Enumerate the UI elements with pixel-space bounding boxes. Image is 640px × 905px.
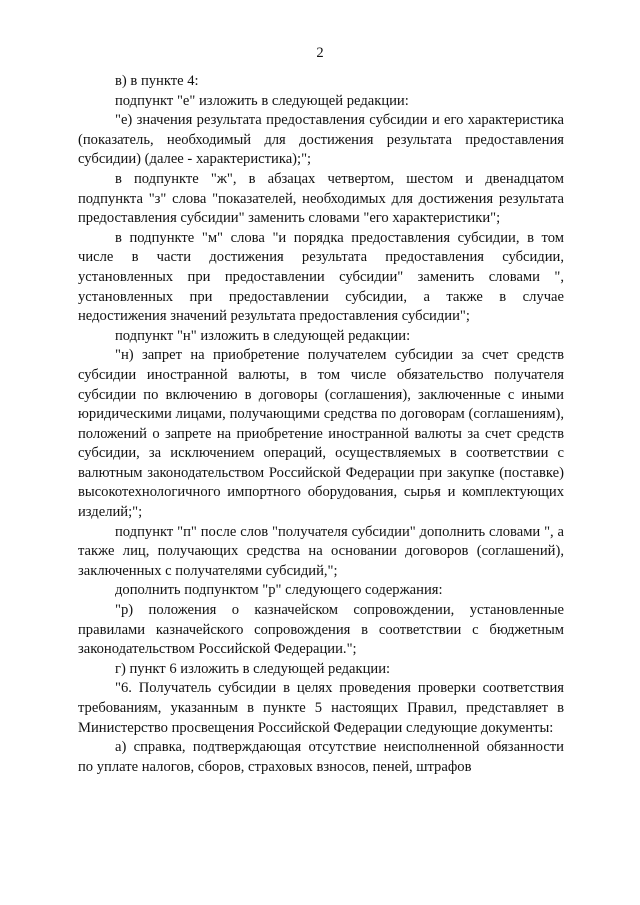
paragraph: "н) запрет на приобретение получателем субсидии за счет средств субсидии иностранной валюты, в том числе обязательство получателя субсидии по включению в договоры (соглашения), заключенные с иными юридическими лицами, получающими средства по договорам (соглашениям), положений о запрете на приобретение иностранной валюты за счет средств субсидии, за исключением операций, осуществляемых в соответствии с валютным законодательством Российской Федерации при закупке (поставке) высокотехнологичного импортного оборудования, сырья и комплектующих изделий;";	[78, 347, 564, 521]
paragraph: "6. Получатель субсидии в целях проведения проверки соответствия требованиям, указанным в пункте 5 настоящих Правил, представляет в Министерство просвещения Российской Федерации следующие документы:	[78, 680, 564, 736]
paragraph: г) пункт 6 изложить в следующей редакции:	[115, 660, 391, 677]
paragraph: дополнить подпунктом "р" следующего содержания:	[115, 582, 443, 599]
page-number: 2	[316, 45, 324, 61]
paragraph: в подпункте "ж", в абзацах четвертом, шестом и двенадцатом подпункта "з" слова "показателей, необходимых для достижения результата предоставления субсидии" заменить словами "его характеристики";	[78, 170, 564, 227]
paragraph: подпункт "н" изложить в следующей редакции:	[115, 327, 411, 344]
paragraph: подпункт "п" после слов "получателя субсидии" дополнить словами ", а также лиц, получающих средства на основании договоров (соглашений), заключенных с получателями субсидий,";	[78, 523, 564, 579]
paragraph: "е) значения результата предоставления субсидии и его характеристика (показатель, необходимый для достижения результата предоставления субсидии) (далее - характеристика);";	[78, 112, 564, 168]
paragraph: в подпункте "м" слова "и порядка предоставления субсидии, в том числе в части достижения результата предоставления субсидии, установленных при предоставлении субсидии" заменить словами ", установленных при предоставлении субсидии, а также в случае недостижения значений результата предоставления субсидии";	[78, 229, 564, 325]
paragraph: "р) положения о казначейском сопровождении, установленные правилами казначейского сопровождения в соответствии с бюджетным законодательством Российской Федерации.";	[78, 602, 564, 658]
document-body	[78, 72, 564, 777]
paragraph: подпункт "е" изложить в следующей редакции:	[115, 92, 409, 109]
paragraph: а) справка, подтверждающая отсутствие неисполненной обязанности по уплате налогов, сборов, страховых взносов, пеней, штрафов	[78, 739, 564, 775]
paragraph: в) в пункте 4:	[115, 73, 199, 89]
